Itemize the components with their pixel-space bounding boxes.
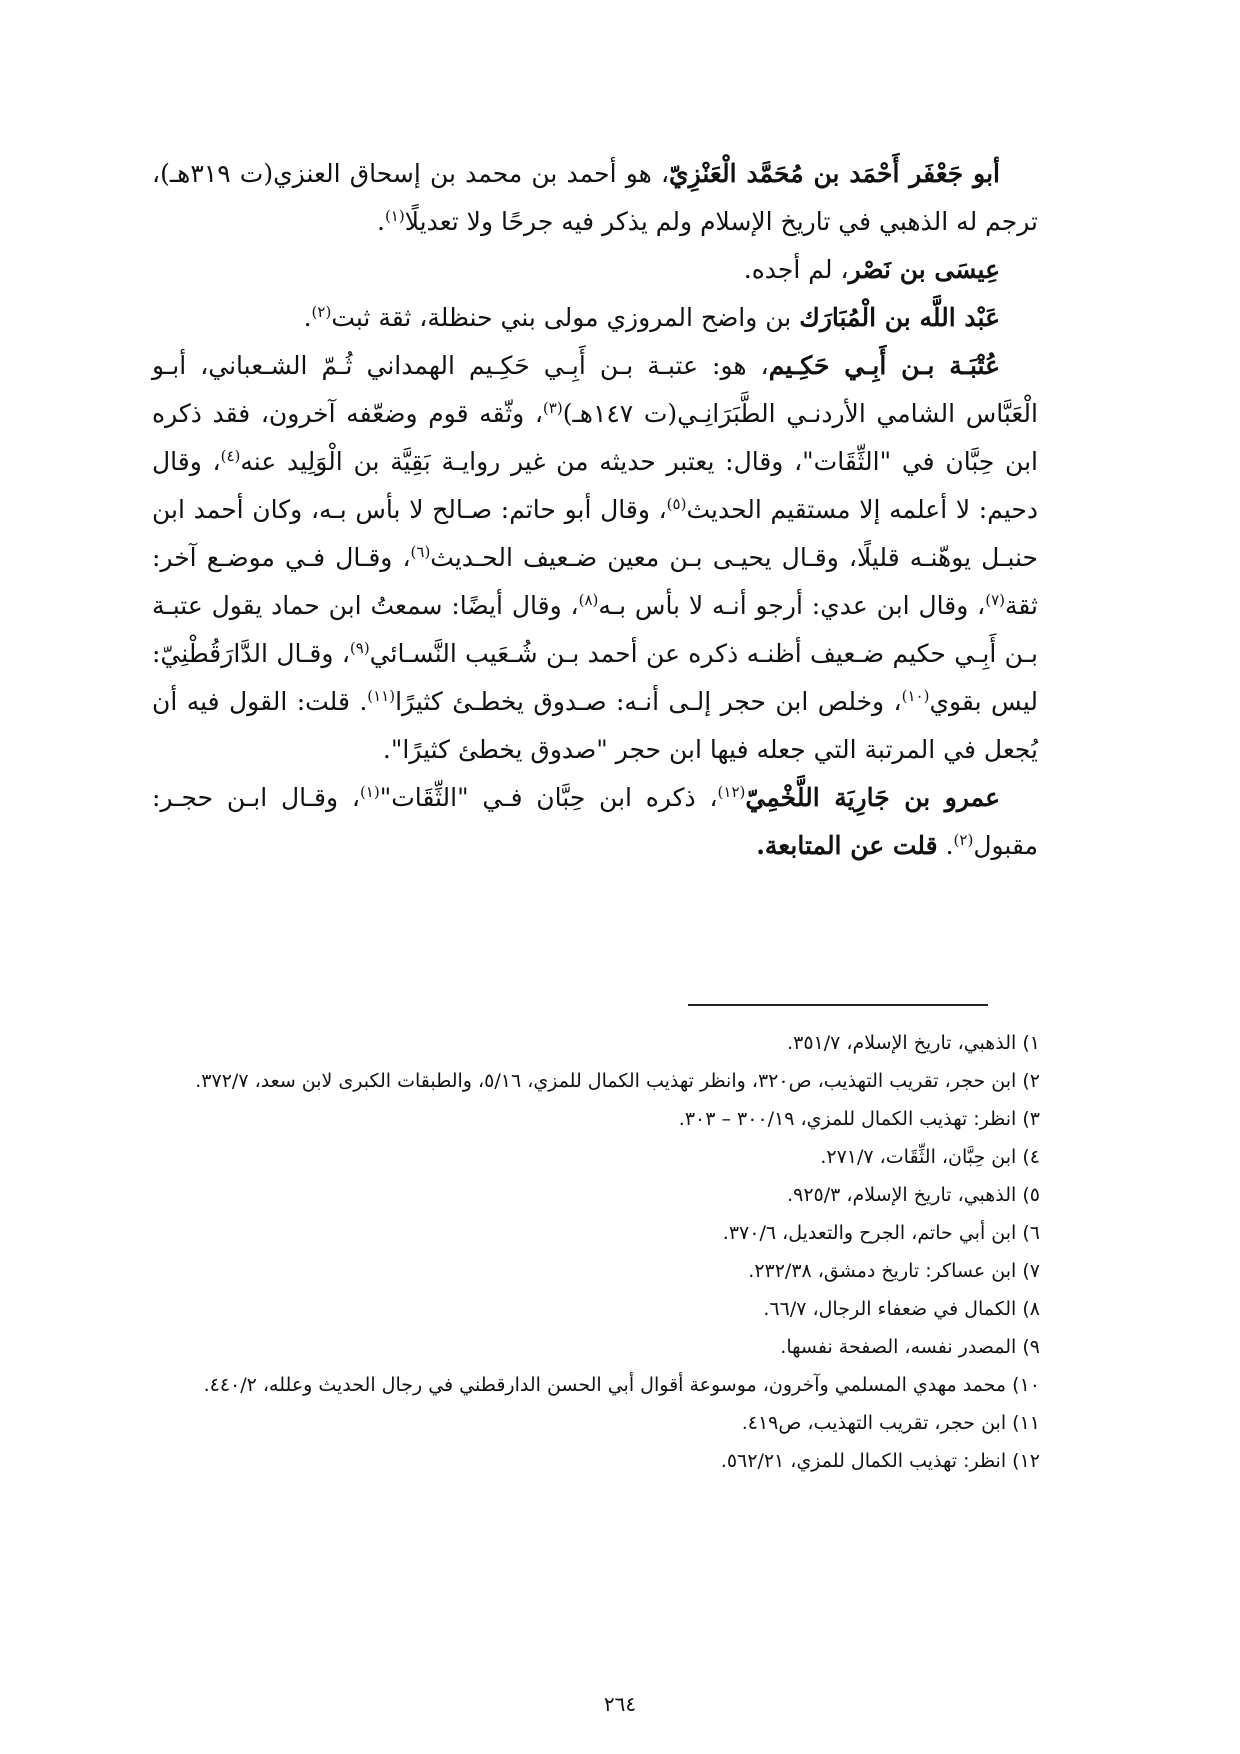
footnote-ref: (٢) (953, 831, 974, 849)
footnote-ref: (١) (384, 207, 405, 225)
footnote-item: ٨) الكمال في ضعفاء الرجال، ٦٦/٧. (763, 1298, 1040, 1320)
footnote-ref: (١٢) (717, 783, 746, 801)
footnote-ref: (٧) (985, 591, 1005, 609)
footnote-ref: (٢) (311, 303, 332, 321)
footnote-item: ١٢) انظر: تهذيب الكمال للمزي، ٥٦٢/٢١. (720, 1450, 1040, 1472)
footnote-ref: (٣) (542, 399, 563, 417)
footnote-item: ١) الذهبي، تاريخ الإسلام، ٣٥١/٧. (787, 1032, 1040, 1054)
paragraph-text: بن واضح المروزي مولى بني حنظلة، ثقة ثبت (331, 303, 800, 332)
footnotes (140, 1024, 1040, 1480)
footnote-item: ٢) ابن حجر، تقريب التهذيب، ص٣٢٠، وانظر تهذيب الكمال للمزي، ٥/١٦، والطبقات الكبرى لابن سعد، ٣٧٢/٧. (195, 1070, 1040, 1092)
footnote-item: ٣) انظر: تهذيب الكمال للمزي، ٣٠٠/١٩ – ٣٠٣. (678, 1108, 1040, 1130)
footnote-item: ٩) المصدر نفسه، الصفحة نفسها. (780, 1336, 1040, 1358)
page-number: ٢٦٤ (603, 1692, 637, 1716)
narrator-name: عِيسَى بن نَصْر (848, 255, 1000, 284)
footnote-item: ١٠) محمد مهدي المسلمي وآخرون، موسوعة أقوال أبي الحسن الدارقطني في رجال الحديث وعلله، ٤٤٠/٢. (203, 1374, 1040, 1396)
footnote-ref: (١١) (367, 687, 396, 705)
footnote-item: ٧) ابن عساكر: تاريخ دمشق، ٢٣٢/٣٨. (748, 1260, 1040, 1282)
narrator-name: عَبْد اللَّه بن الْمُبَارَك (799, 303, 1000, 332)
footnote-ref: (٨) (578, 591, 599, 609)
paragraph-text: ، هو أحمد بن محمد بن إسحاق العنزي(ت ٣١٩هـ)، ترجم له الذهبي في تاريخ الإسلام ولم يذكر فيه جرحًا ولا تعديلًا (152, 159, 1038, 236)
footnote-ref: (٦) (410, 543, 431, 561)
paragraph-4: عُتْبَـة بـن أَبِـي حَكِـيم، هو: عتبـة بـن أَبِـي حَكِـيم الهمداني ثُـمّ الشـعباني، أبـو الْعَبَّاس الشامي الأردنـي الطَّبَرَانِـي(ت ١٤٧هـ)$^{(٣)}$، وثّقه قوم وضعّفه آخرون، فقد ذكره ابن حِبَّان في "الثِّقَات"، وقال: يعتبر حديثه من غير روايـة بَقِيَّة بن الْوَلِيد عنه$^{(٤)}$، وقال دحيم: لا أعلمه إلا مستقيم الحديث$^{(٥)}$، وقال أبو حاتم: صـالح لا بأس بـه، وكان أحمد ابن حنبـل يوهّنـه قليلًا، وقـال يحيـى بـن معين ضـعيف الحـديث$^{(٦)}$، وقـال فـي موضـع آخر: ثقة$^{(٧)}$، وقال ابن عدي: أرجو أنـه لا بأس بـه$^{(٨)}$، وقال أيضًا: سمعتُ ابن حماد يقول عتبـة بـن أَبِـي حكيم ضـعيف أظنـه ذكره عن أحمد بـن شُـعَيب النَّسـائي$^{(٩)}$، وقـال الدَّارَقُطْنِيّ: ليس بقوي$^{(١٠)}$، وخلص ابن حجر إلـى أنـه: صـدوق يخطـئ كثيرًا$^{(١١)}$. قلت: القول فيه أن يُجعل في المرتبة التي جعله فيها ابن حجر "صدوق يخطئ كثيرًا". (152, 351, 1038, 764)
footnote-ref: (٩) (349, 639, 370, 657)
footnote-separator (688, 1004, 988, 1006)
footnote-item: ١١) ابن حجر، تقريب التهذيب، ص٤١٩. (741, 1412, 1040, 1434)
footnote-item: ٤) ابن حِبَّان، الثِّقَات، ٢٧١/٧. (820, 1146, 1040, 1168)
conclusion-text: قلت عن المتابعة. (756, 831, 938, 860)
paragraph-text: ، لم أجده. (743, 255, 849, 284)
narrator-name: عمرو بن جَارِيَة اللَّخْمِيّ (745, 783, 1001, 812)
narrator-name: عُتْبَـة بـن أَبِـي حَكِـيم (768, 351, 1000, 380)
main-text (152, 150, 1038, 870)
footnote-item: ٦) ابن أبي حاتم، الجرح والتعديل، ٣٧٠/٦. (722, 1222, 1040, 1244)
footnote-ref: (٤) (220, 447, 241, 465)
paragraph-3: عَبْد اللَّه بن الْمُبَارَك بن واضح المروزي مولى بني حنظلة، ثقة ثبت$^{(٢)}$. (303, 303, 1000, 332)
footnote-ref: (٥) (666, 495, 687, 513)
footnote-item: ٥) الذهبي، تاريخ الإسلام، ٩٢٥/٣. (787, 1184, 1040, 1206)
footnote-ref: (١) (359, 783, 380, 801)
footnote-ref: (١٠) (901, 687, 930, 705)
paragraph-2 (152, 246, 1038, 294)
paragraph-1: أبو جَعْفَر أَحْمَد بن مُحَمَّد الْعَنْزِيّ، هو أحمد بن محمد بن إسحاق العنزي(ت ٣١٩هـ)، ترجم له الذهبي في تاريخ الإسلام ولم يذكر فيه جرحًا ولا تعديلًا$^{(١)}$. (152, 159, 1038, 236)
paragraph-5: عمرو بن جَارِيَة اللَّخْمِيّ$^{(١٢)}$، ذكره ابن حِبَّان فـي "الثِّقَات"$^{(١)}$، وقـال ابـن حجـر: مقبول$^{(٢)}$. قلت عن المتابعة. (152, 783, 1038, 860)
narrator-name: أبو جَعْفَر أَحْمَد بن مُحَمَّد الْعَنْزِيّ (669, 159, 1000, 188)
